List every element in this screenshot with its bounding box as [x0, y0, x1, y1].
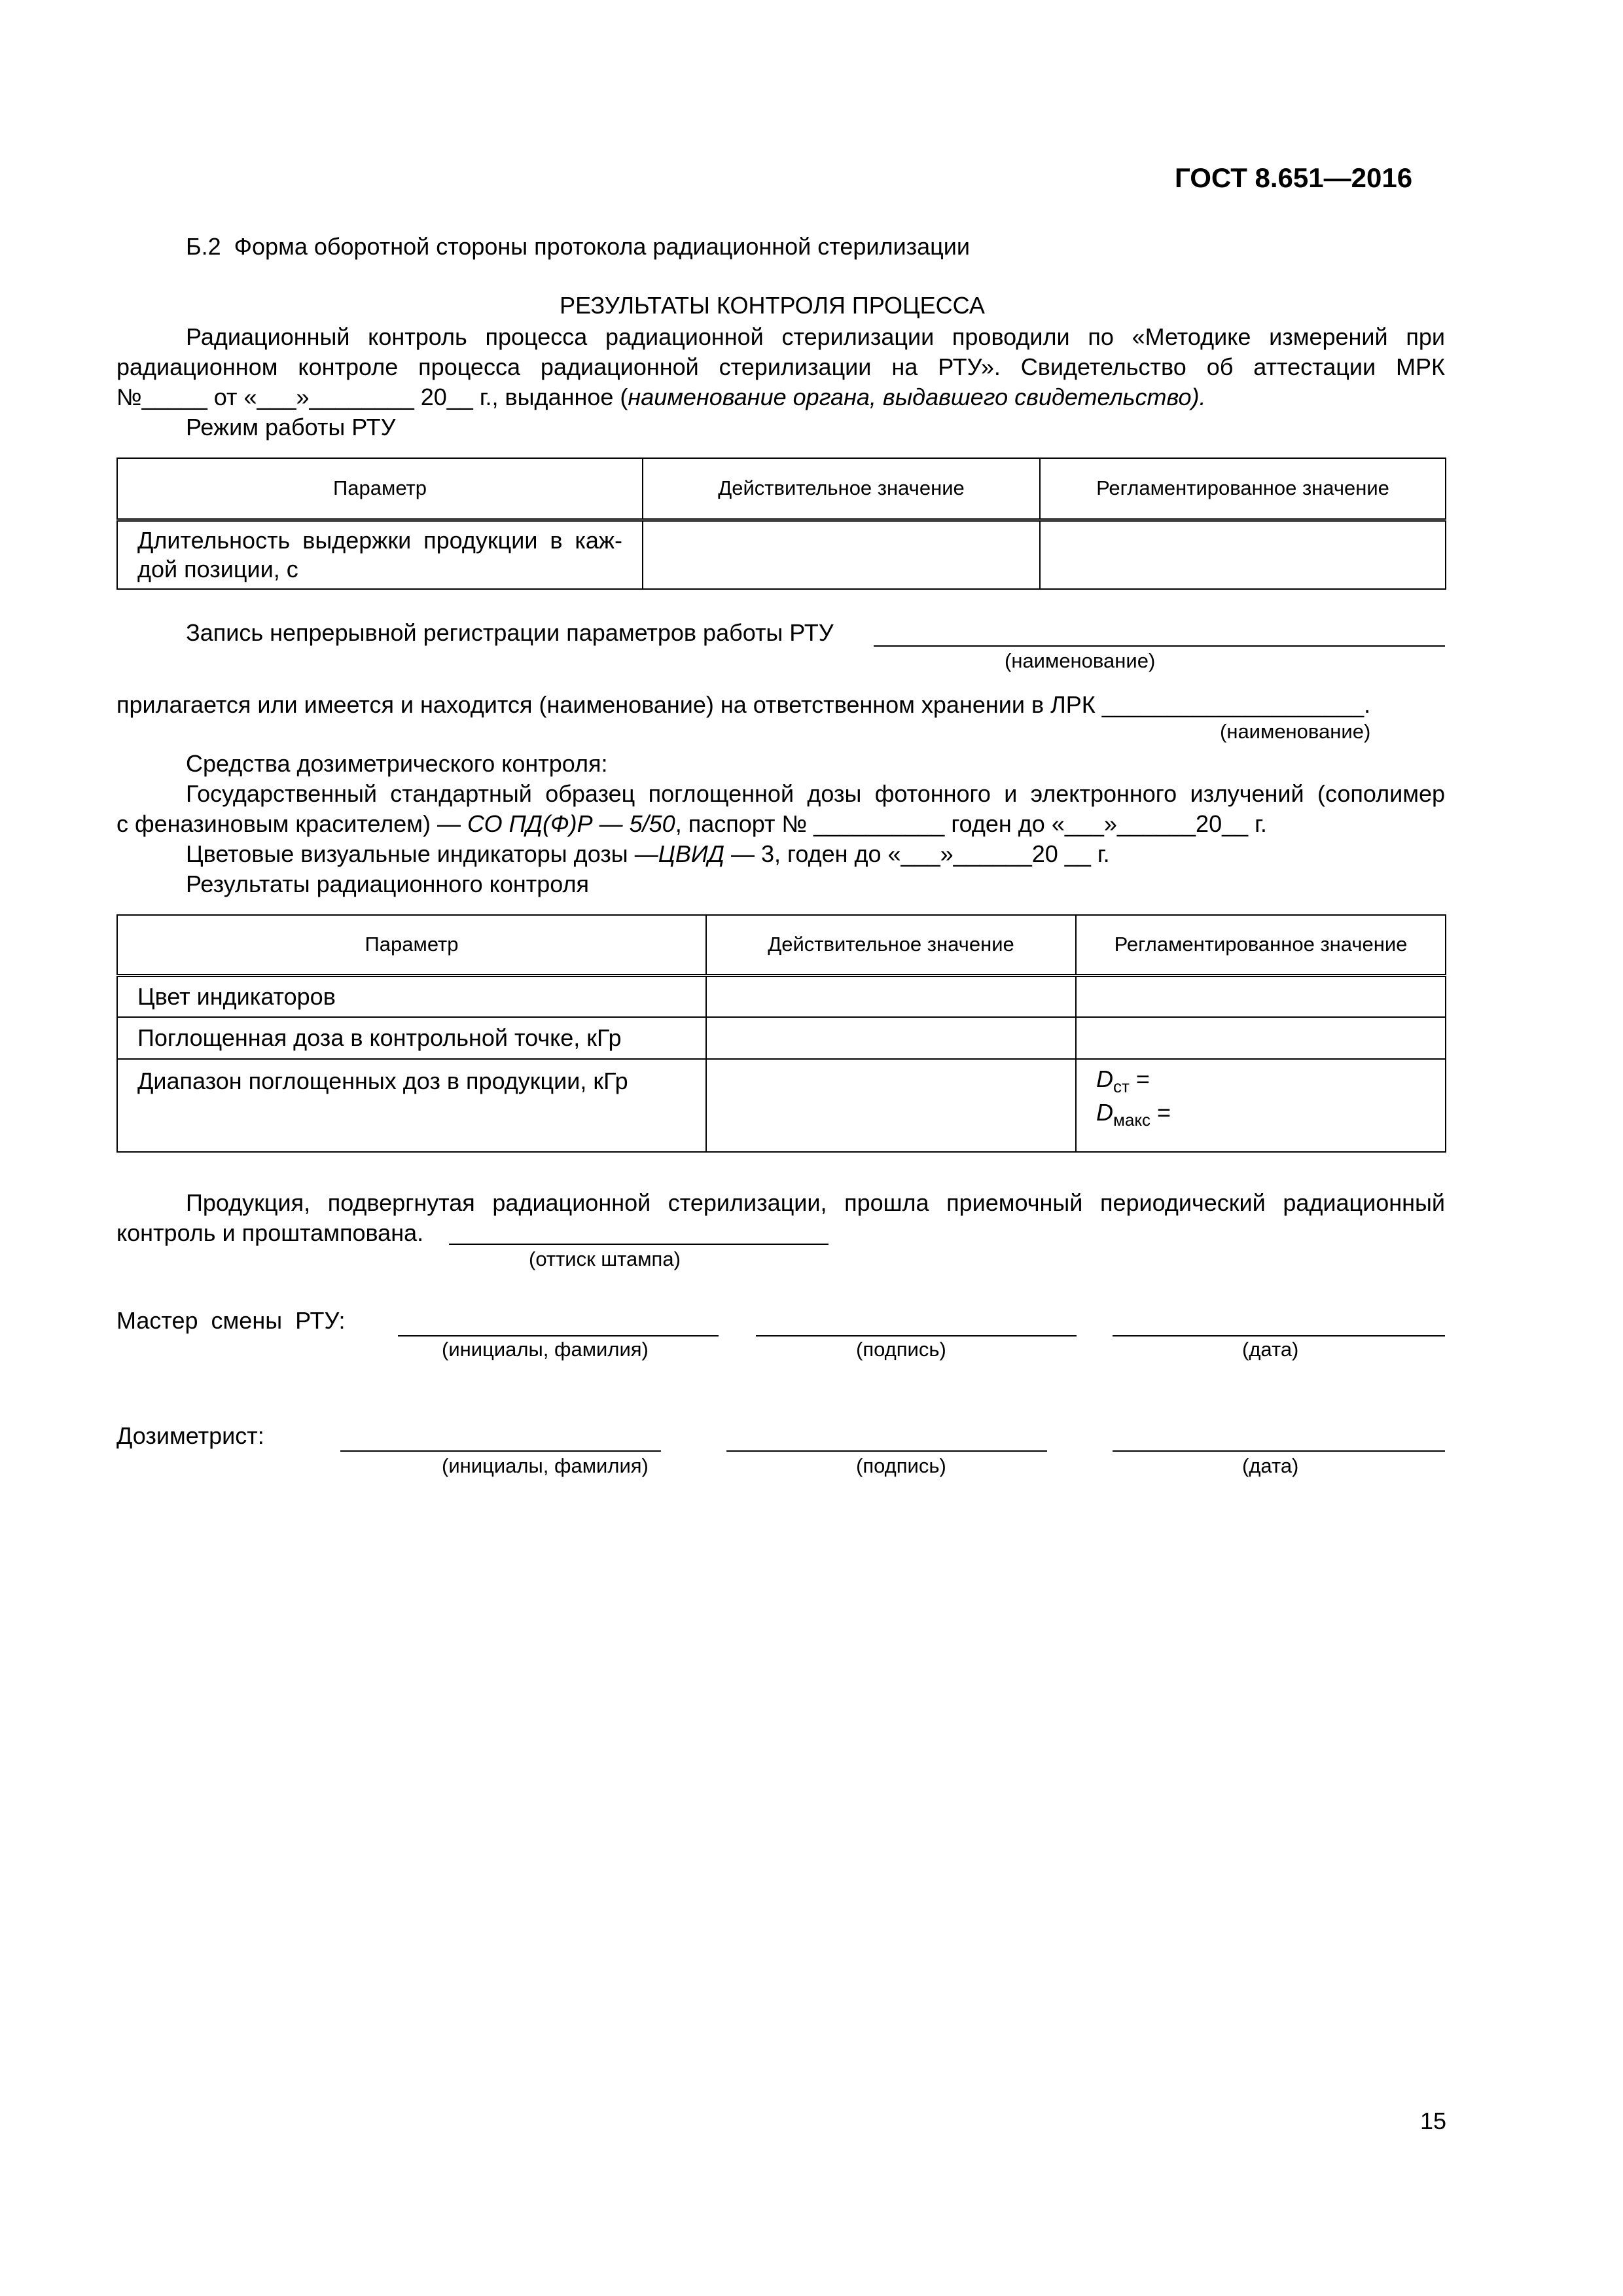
- issuing-body-hint: наименование органа, выдавшего свидетельство).: [628, 384, 1206, 410]
- dosimetry-line-3-b: — 3, годен до «___»______20 __ г.: [724, 840, 1110, 867]
- t1-row-regulated-cell[interactable]: [1040, 520, 1446, 589]
- d-st-subscript: ст: [1113, 1077, 1130, 1096]
- dosimetrist-name-line[interactable]: [340, 1450, 661, 1452]
- t2-row-2-param: Поглощенная доза в контрольной точке, кГр: [117, 1017, 706, 1059]
- dosimetry-line-2-b: , паспорт № __________ годен до «___»______20__ г.: [675, 810, 1267, 837]
- t1-row-param-line-1: Длительность выдержки продукции в каж-: [137, 526, 622, 554]
- attached-caption: (наименование): [1220, 720, 1371, 743]
- intro-line-1: Радиационный контроль процесса радиационной стерилизации проводили по «Методике измерений при: [186, 323, 1445, 350]
- intro-line-2: радиационном контроле процесса радиационной стерилизации на РТУ». Свидетельство об аттестации МРК: [116, 353, 1445, 380]
- intro-line-3: [116, 382, 1445, 412]
- reference-sample-code: СО ПД(Ф)Р — 5/50: [467, 810, 675, 837]
- d-max-symbol: D: [1096, 1099, 1113, 1126]
- t1-header-actual: Действительное значение: [643, 458, 1040, 520]
- master-date-caption: (дата): [1242, 1338, 1299, 1361]
- dosimetry-line-2-a: с феназиновым красителем) —: [116, 810, 467, 837]
- dosimetrist-date-caption: (дата): [1242, 1454, 1299, 1477]
- indicator-code: ЦВИД: [658, 840, 724, 867]
- t1-row-param-line-2: дой позиции, с: [137, 555, 298, 583]
- dosimetrist-sign-line[interactable]: [726, 1450, 1047, 1452]
- d-max-formula: [1096, 1100, 1425, 1133]
- dosimetrist-label: Дозиметрист:: [116, 1422, 264, 1449]
- d-max-subscript: макс: [1113, 1110, 1151, 1130]
- d-max-equals: =: [1150, 1099, 1171, 1126]
- intro-line-3-text: №_____ от «___»________ 20__ г., выданное (: [116, 384, 628, 410]
- t1-header-parameter: Параметр: [117, 458, 643, 520]
- dosimetry-title: Средства дозиметрического контроля:: [186, 750, 608, 777]
- dosimetry-line-2: [116, 809, 1445, 839]
- t1-header-regulated: Регламентированное значение: [1040, 458, 1446, 520]
- results-table: [116, 914, 1446, 1153]
- stamp-caption: (оттиск штампа): [529, 1247, 681, 1270]
- d-st-formula: [1096, 1066, 1425, 1100]
- registration-name-line[interactable]: [874, 645, 1445, 647]
- t1-row-actual-cell[interactable]: [643, 520, 1040, 589]
- registration-caption: (наименование): [1005, 649, 1156, 672]
- master-sign-caption: (подпись): [856, 1338, 946, 1361]
- d-st-symbol: D: [1096, 1066, 1113, 1092]
- t2-header-parameter: Параметр: [117, 915, 706, 975]
- dosimetrist-name-caption: (инициалы, фамилия): [442, 1454, 649, 1477]
- t2-row-1-regulated-cell[interactable]: [1076, 975, 1446, 1017]
- master-name-line[interactable]: [398, 1335, 719, 1336]
- results-title: Результаты радиационного контроля: [186, 870, 589, 897]
- master-name-caption: (инициалы, фамилия): [442, 1338, 649, 1361]
- t2-row-1-actual-cell[interactable]: [706, 975, 1076, 1017]
- t2-row-3-actual-cell[interactable]: [706, 1059, 1076, 1152]
- dosimetry-line-1: Государственный стандартный образец поглощенной дозы фотонного и электронного излучений (сополимер: [186, 780, 1445, 807]
- t2-header-regulated: Регламентированное значение: [1076, 915, 1446, 975]
- stamp-line[interactable]: [449, 1244, 829, 1245]
- standard-number: ГОСТ 8.651—2016: [1175, 162, 1413, 193]
- attached-text: прилагается или имеется и находится (наименование) на ответственном хранении в ЛРК ____________________.: [116, 691, 1371, 718]
- rtu-mode-label: Режим работы РТУ: [186, 414, 396, 440]
- master-label: Мастер смены РТУ:: [116, 1307, 346, 1334]
- t2-row-2-regulated-cell[interactable]: [1076, 1017, 1446, 1059]
- results-heading: РЕЗУЛЬТАТЫ КОНТРОЛЯ ПРОЦЕССА: [560, 292, 985, 319]
- d-st-equals: =: [1129, 1066, 1150, 1092]
- conclusion-line-2: контроль и проштампована.: [116, 1219, 424, 1246]
- master-date-line[interactable]: [1113, 1335, 1445, 1336]
- t2-row-3-param: Диапазон поглощенных доз в продукции, кГр: [117, 1059, 706, 1152]
- dosimetry-line-3: [186, 839, 1514, 869]
- master-sign-line[interactable]: [756, 1335, 1077, 1336]
- registration-text: Запись непрерывной регистрации параметров работы РТУ: [186, 619, 834, 646]
- dosimetrist-date-line[interactable]: [1113, 1450, 1445, 1452]
- dosimetrist-sign-caption: (подпись): [856, 1454, 946, 1477]
- dosimetry-line-3-a: Цветовые визуальные индикаторы дозы —: [186, 840, 658, 867]
- section-title: Б.2 Форма оборотной стороны протокола радиационной стерилизации: [186, 233, 970, 260]
- conclusion-line-1: Продукция, подвергнутая радиационной стерилизации, прошла приемочный периодический радиационный: [186, 1189, 1445, 1216]
- t1-row-param: [117, 520, 643, 589]
- t2-header-actual: Действительное значение: [706, 915, 1076, 975]
- t2-row-3-regulated-cell: [1076, 1059, 1446, 1152]
- t2-row-1-param: Цвет индикаторов: [117, 975, 706, 1017]
- t2-row-2-actual-cell[interactable]: [706, 1017, 1076, 1059]
- page-number: 15: [1420, 2108, 1447, 2134]
- rtu-mode-table: [116, 457, 1446, 590]
